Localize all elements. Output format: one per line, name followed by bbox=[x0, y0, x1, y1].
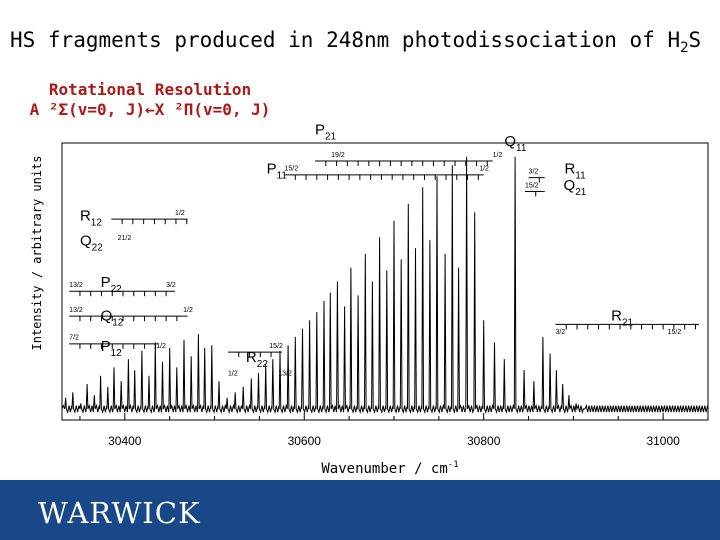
j-label-n15-2-r21: 15/2 bbox=[667, 329, 682, 337]
footer-bar bbox=[0, 480, 720, 540]
subtitle-line-2: A ²Σ(v=0, J)←X ²Π(v=0, J) bbox=[29, 100, 271, 119]
title-subscript: 2 bbox=[680, 40, 689, 57]
branch-label-p22: $P_{22}$ bbox=[100, 274, 122, 296]
x-tick-label: 30600 bbox=[287, 434, 321, 448]
j-label-n3-2-r11: 3/2 bbox=[528, 168, 539, 176]
branch-label-r12: $R_{12}$ bbox=[79, 207, 102, 229]
y-axis-label: Intensity / arbitrary units bbox=[30, 155, 44, 351]
x-axis-label-exponent: -1 bbox=[447, 460, 459, 470]
j-label-n15-2-p11: 15/2 bbox=[284, 165, 299, 173]
x-axis-label bbox=[321, 460, 458, 477]
x-axis-label-text: Wavenumber / cm bbox=[321, 461, 448, 477]
x-tick-label: 31000 bbox=[646, 434, 680, 448]
j-label-n15-2-q21: 15/2 bbox=[524, 182, 539, 190]
j-label-n19-2: 19/2 bbox=[331, 151, 345, 159]
branch-label-p11: $P_{11}$ bbox=[266, 160, 287, 182]
branch-label-q22: $Q_{22}$ bbox=[79, 232, 103, 254]
title-suffix: S bbox=[688, 28, 702, 52]
branch-labels bbox=[69, 122, 681, 378]
branch-label-p12: $P_{12}$ bbox=[100, 337, 122, 359]
branch-label-r21: $R_{21}$ bbox=[611, 307, 634, 329]
branch-label-r11: $R_{11}$ bbox=[564, 160, 586, 182]
x-tick-label: 30800 bbox=[467, 434, 501, 448]
spectrum-trace bbox=[62, 157, 708, 412]
j-label-n1-2-q11: 1/2 bbox=[492, 151, 503, 159]
j-label-n1-2-p12: 1/2 bbox=[156, 342, 166, 350]
branch-label-p21: $P_{21}$ bbox=[315, 121, 337, 143]
j-label-n1-2-p11: 1/2 bbox=[479, 165, 489, 173]
plot-frame bbox=[62, 143, 708, 420]
j-label-n13-2-q12: 13/2 bbox=[69, 306, 83, 314]
x-axis-ticks bbox=[80, 413, 680, 448]
j-label-n13-2-r22: 13/2 bbox=[278, 370, 292, 378]
j-label-n15-2-r22: 15/2 bbox=[269, 342, 283, 350]
branch-label-r22: $R_{22}$ bbox=[245, 348, 268, 370]
j-label-n1-2-r12: 1/2 bbox=[175, 210, 185, 218]
j-label-n21-2: 21/2 bbox=[117, 234, 132, 242]
j-label-n1-2-q12: 1/2 bbox=[183, 306, 193, 314]
branch-label-q21: $Q_{21}$ bbox=[563, 177, 587, 199]
j-label-n7-2: 7/2 bbox=[69, 334, 79, 342]
title-text: HS fragments produced in 248nm photodissociation of H bbox=[10, 28, 681, 52]
x-tick-label: 30400 bbox=[108, 434, 142, 448]
warwick-logo: WARWICK bbox=[38, 496, 201, 530]
j-label-n1-2-r22: 1/2 bbox=[227, 370, 238, 378]
subtitle-line-1: Rotational Resolution bbox=[48, 80, 252, 99]
branch-brackets bbox=[69, 161, 699, 357]
branch-label-q12: $Q_{12}$ bbox=[100, 307, 124, 329]
branch-label-q11: $Q_{11}$ bbox=[504, 132, 527, 154]
j-label-n3-2-p22: 3/2 bbox=[166, 282, 176, 290]
j-label-n13-2-p22: 13/2 bbox=[69, 282, 83, 290]
j-label-n3-2-r21: 3/2 bbox=[555, 329, 566, 337]
